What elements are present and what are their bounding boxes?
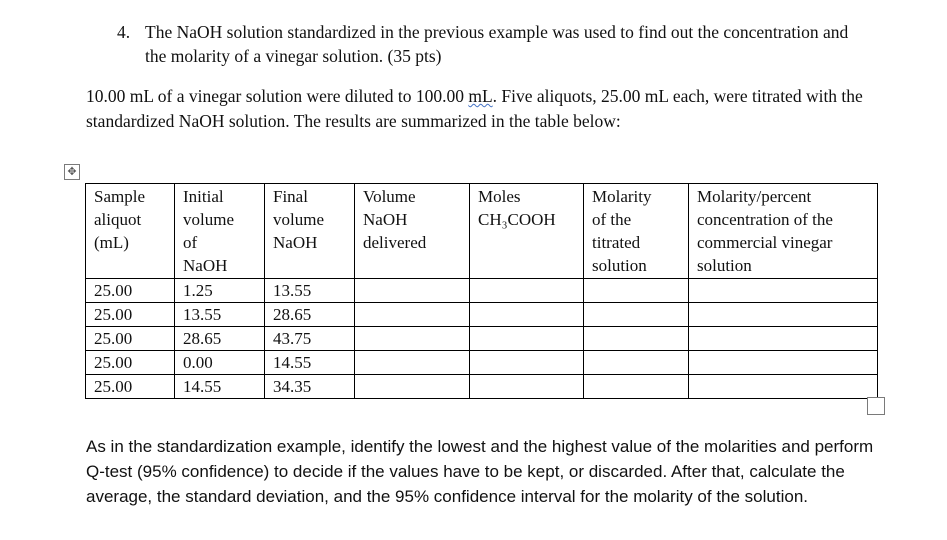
header-line: Sample [94,187,145,206]
header-line: volume [183,210,234,229]
table-cell[interactable]: 25.00 [86,279,175,303]
table-cell[interactable]: 28.65 [175,327,265,351]
table-row [86,303,878,327]
table-cell[interactable]: 25.00 [86,375,175,399]
table-resize-handle[interactable] [867,397,885,415]
header-line: delivered [363,233,427,252]
table-cell[interactable]: 25.00 [86,351,175,375]
header-line: Final [273,187,308,206]
header-moles-acetic-acid [470,184,584,279]
header-line: volume [273,210,324,229]
header-line: CH₃COOH [478,210,556,229]
table-cell[interactable] [355,375,470,399]
spellcheck-flagged-word[interactable]: mL [468,86,493,106]
header-line: Molarity [592,187,652,206]
table-cell[interactable] [355,327,470,351]
header-line: NaOH [183,256,228,275]
header-line: NaOH [273,233,318,252]
table-cell[interactable]: 13.55 [265,279,355,303]
header-line: Initial [183,187,224,206]
table-row [86,327,878,351]
table-cell[interactable]: 34.35 [265,375,355,399]
header-initial-volume [175,184,265,279]
header-sample-aliquot [86,184,175,279]
header-line: Moles [478,187,521,206]
table-cell[interactable]: 25.00 [86,303,175,327]
table-header-row [86,184,878,279]
question-text: The NaOH solution standardized in the previous example was used to find out the concentration and the molarity of a vinegar solution. (35 pts) [145,22,849,66]
header-line: of the [592,210,632,229]
table-cell[interactable] [470,375,584,399]
header-line: solution [697,256,752,275]
table-row [86,279,878,303]
header-line: Volume [363,187,416,206]
table-cell[interactable] [689,351,878,375]
table-cell[interactable] [355,303,470,327]
table-cell[interactable]: 25.00 [86,327,175,351]
header-molarity-titrated [584,184,689,279]
table-cell[interactable] [470,279,584,303]
table-cell[interactable]: 14.55 [265,351,355,375]
intro-paragraph [86,84,876,134]
table-cell[interactable]: 14.55 [175,375,265,399]
header-line: (mL) [94,233,129,252]
header-line: solution [592,256,647,275]
table-row [86,351,878,375]
table-cell[interactable] [470,351,584,375]
table-row [86,375,878,399]
table-cell[interactable] [470,327,584,351]
table-cell[interactable] [355,351,470,375]
question-number: 4. [117,22,131,42]
header-molarity-percent-commercial [689,184,878,279]
titration-results-table [85,183,878,399]
table-cell[interactable] [584,351,689,375]
header-line: titrated [592,233,641,252]
table-cell[interactable]: 1.25 [175,279,265,303]
table-cell[interactable] [689,327,878,351]
header-volume-delivered [355,184,470,279]
table-cell[interactable] [689,303,878,327]
table-cell[interactable]: 43.75 [265,327,355,351]
header-line: NaOH [363,210,408,229]
table-move-handle-icon[interactable]: ✥ [64,164,80,180]
table-cell[interactable] [470,303,584,327]
header-line: commercial vinegar [697,233,833,252]
intro-text-before: 10.00 mL of a vinegar solution were diluted to 100.00 [86,86,469,106]
table-cell[interactable] [355,279,470,303]
header-line: aliquot [94,210,142,229]
table-cell[interactable] [689,279,878,303]
table-cell[interactable] [584,375,689,399]
table-cell[interactable] [584,327,689,351]
header-line: of [183,233,198,252]
header-line: Molarity/percent [697,187,812,206]
intro-text-after: . Five aliquots, 25.00 mL each, were titrated with the standardized NaOH solution. The results are summarized in the table below: [86,86,863,131]
table-cell[interactable]: 28.65 [265,303,355,327]
table-cell[interactable] [689,375,878,399]
table-cell[interactable] [584,303,689,327]
header-final-volume [265,184,355,279]
table-cell[interactable]: 0.00 [175,351,265,375]
table-cell[interactable] [584,279,689,303]
table-cell[interactable]: 13.55 [175,303,265,327]
instructions-paragraph: As in the standardization example, identify the lowest and the highest value of the molarities and perform Q-test (95% confidence) to decide if the values have to be kept, or discarded. After that, calculate the average, the standard deviation, and the 95% confidence interval for the molarity of the solution. [86,437,874,506]
header-line: concentration of the [697,210,833,229]
